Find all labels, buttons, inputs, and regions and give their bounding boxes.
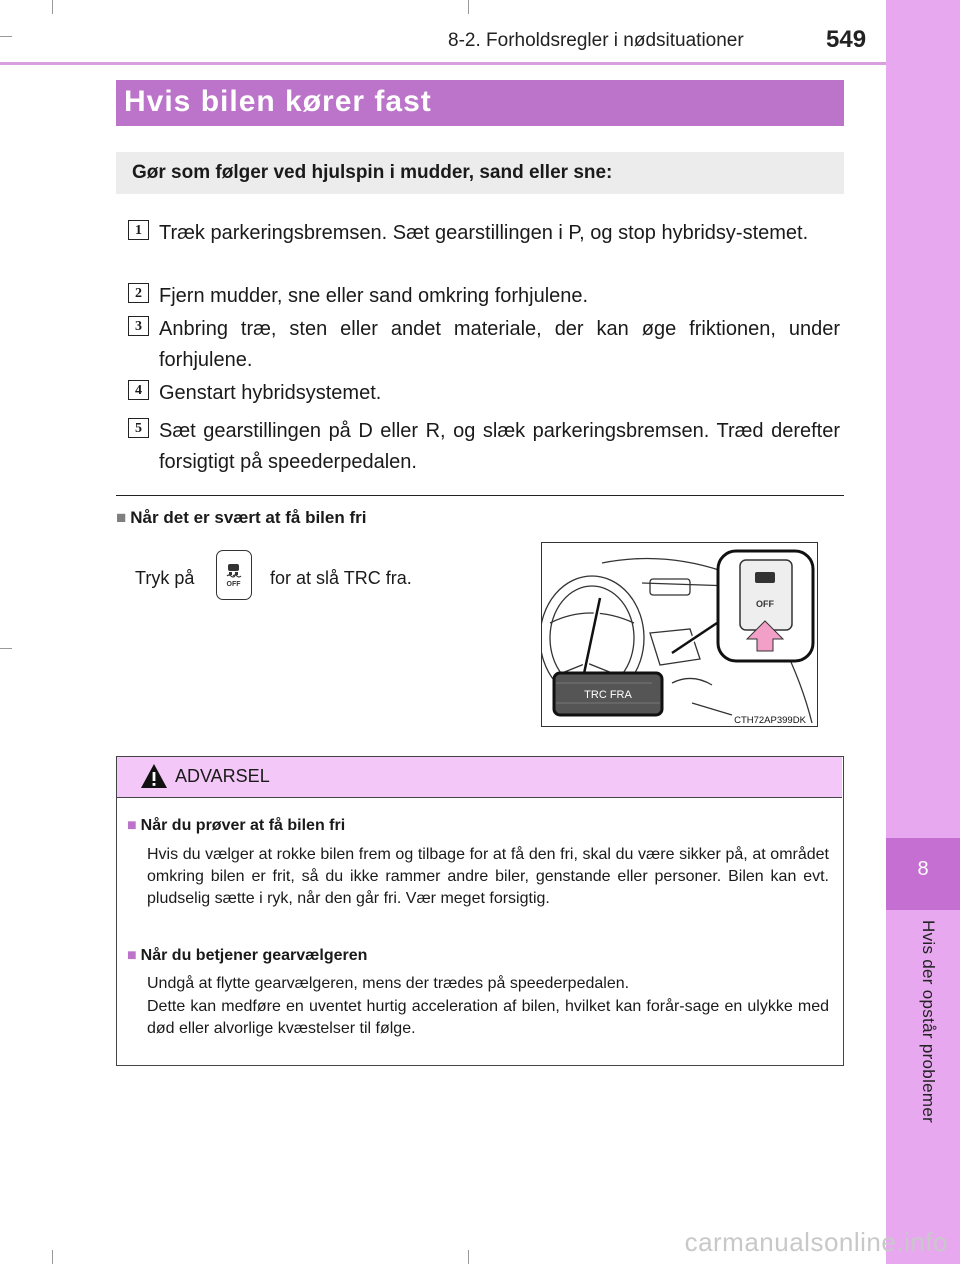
trc-fra-label: TRC FRA: [584, 689, 632, 701]
section-divider: [116, 495, 844, 496]
crop-mark: [468, 1250, 469, 1264]
warning-subheading: [127, 817, 345, 835]
figure-code: CTH72AP399DK: [734, 715, 806, 726]
intro-text: Gør som følger ved hjulspin i mudder, sand eller sne:: [116, 152, 844, 194]
square-bullet-icon: ■: [116, 508, 127, 527]
step-number: 3: [128, 316, 149, 336]
crop-mark: [0, 648, 12, 649]
chapter-number: 8: [917, 858, 929, 880]
square-bullet-icon: ■: [127, 817, 137, 834]
page-number: 549: [826, 26, 867, 53]
crop-mark: [0, 36, 12, 37]
chapter-label: Hvis der opstår problemer: [919, 920, 938, 1124]
step-number: 5: [128, 418, 149, 438]
dashboard-illustration: [542, 543, 818, 727]
warning-paragraph: Hvis du vælger at rokke bilen frem og tilbage for at få den fri, skal du være sikker på, at området omkring bilen er frit, så du ikke rammer andre biler, genstande eller personer. Bilen kan evt. pludselig sætte i ryk, når den går fri. Vær meget forsigtig.: [147, 846, 829, 907]
step-number: 2: [128, 283, 149, 303]
step-text: Fjern mudder, sne eller sand omkring forhjulene.: [159, 285, 589, 307]
section-heading: [116, 508, 366, 528]
step-number: 4: [128, 380, 149, 400]
skid-car-icon: [217, 551, 250, 598]
step-text: Anbring træ, sten eller andet materiale, der kan øge friktionen, under forhjulene.: [159, 318, 840, 371]
header-divider: [0, 62, 888, 65]
warning-box: [116, 756, 844, 1066]
warning-subheading-text: Når du prøver at få bilen fri: [140, 817, 346, 834]
header-section: 8-2. Forholdsregler i nødsituationer: [448, 30, 744, 51]
footer-url: carmanualsonline.info: [684, 1227, 948, 1257]
trc-button-zoom: [718, 551, 813, 661]
step-number: 1: [128, 220, 149, 240]
warning-paragraph: Dette kan medføre en uventet hurtig acceleration af bilen, hvilket kan forår-sage en ulykke med død eller alvorlige kvæstelser til følge.: [147, 998, 829, 1037]
warning-title: ADVARSEL: [175, 766, 270, 786]
tryk-before: Tryk på: [135, 568, 195, 588]
off-label: OFF: [226, 581, 241, 588]
square-bullet-icon: ■: [127, 947, 137, 964]
trc-off-button-icon: [216, 550, 252, 600]
warning-header: [117, 757, 842, 798]
step-text: Genstart hybridsystemet.: [159, 382, 382, 404]
warning-paragraph: Undgå at flytte gearvælgeren, mens der trædes på speederpedalen.: [147, 975, 630, 992]
warning-subheading-text: Når du betjener gearvælgeren: [140, 947, 368, 964]
step-text: Træk parkeringsbremsen. Sæt gearstillingen i P, og stop hybridsy-stemet.: [159, 222, 809, 244]
side-tab: [886, 0, 960, 1264]
zoom-off-label: OFF: [756, 599, 774, 609]
trc-fra-label-panel: [554, 673, 662, 715]
step-text: Sæt gearstillingen på D eller R, og slæk parkeringsbremsen. Træd derefter forsigtigt på speederpedalen.: [159, 420, 840, 473]
warning-triangle-icon: [139, 761, 169, 791]
crop-mark: [52, 0, 53, 14]
crop-mark: [468, 0, 469, 14]
tryk-after: for at slå TRC fra.: [270, 568, 412, 588]
page-title: Hvis bilen kører fast: [116, 80, 844, 126]
warning-subheading: [127, 947, 367, 965]
section-heading-text: Når det er svært at få bilen fri: [130, 508, 367, 527]
crop-mark: [52, 1250, 53, 1264]
dashboard-figure: [541, 542, 818, 727]
